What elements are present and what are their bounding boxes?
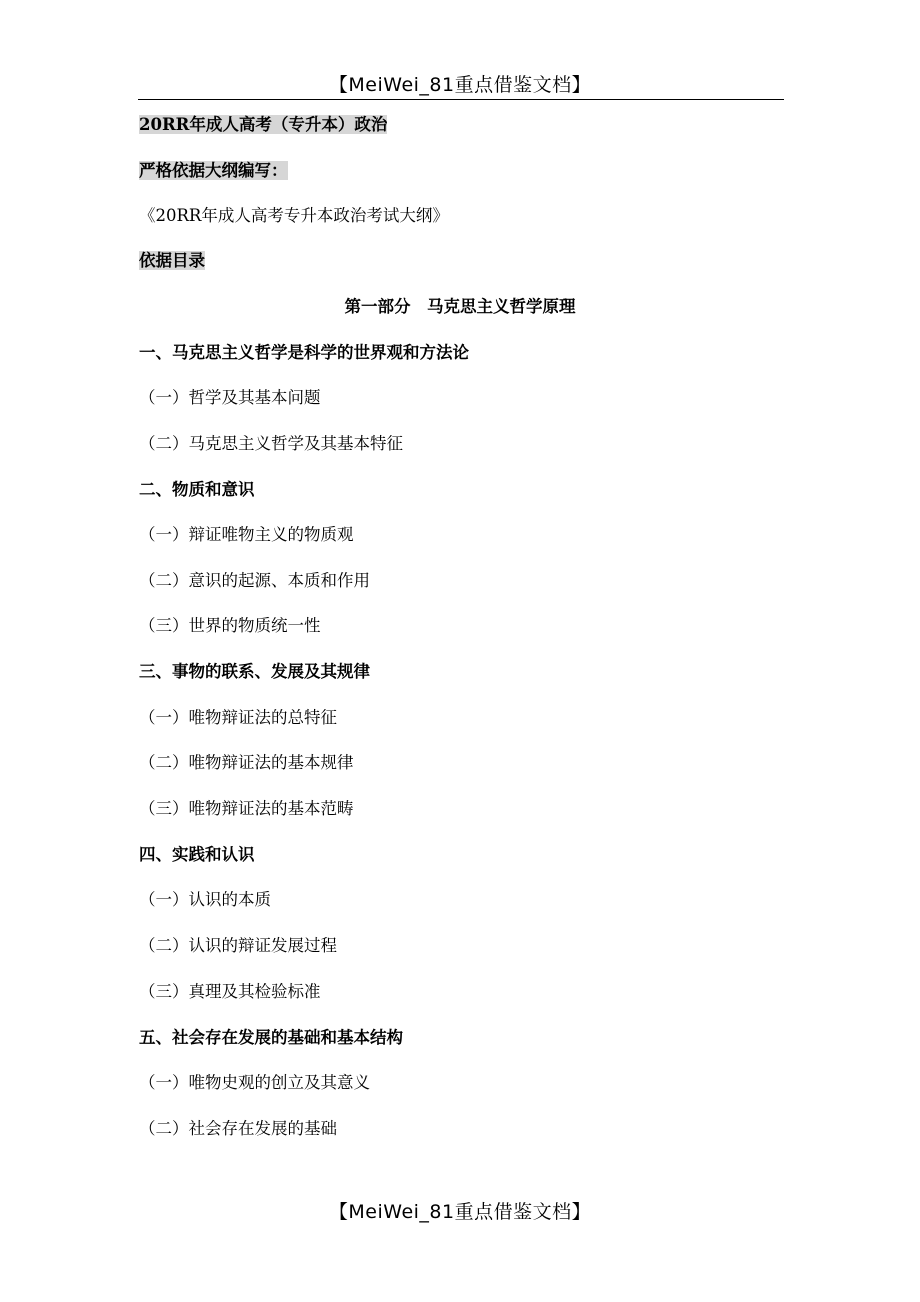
list-item: （一）认识的本质 <box>139 890 271 909</box>
page-header: 【MeiWei_81重点借鉴文档】 <box>328 74 592 96</box>
list-item: （一）哲学及其基本问题 <box>139 388 321 407</box>
section-heading: 三、事物的联系、发展及其规律 <box>139 662 370 681</box>
list-item: （二）马克思主义哲学及其基本特征 <box>139 434 403 453</box>
page-footer: 【MeiWei_81重点借鉴文档】 <box>328 1201 592 1223</box>
toc-label: 依据目录 <box>139 251 205 270</box>
section-heading: 五、社会存在发展的基础和基本结构 <box>139 1028 403 1047</box>
list-item: （三）真理及其检验标准 <box>139 982 321 1001</box>
list-item: （三）世界的物质统一性 <box>139 616 321 635</box>
basis-label: 严格依据大纲编写： <box>139 161 288 180</box>
list-item: （一）辩证唯物主义的物质观 <box>139 525 354 544</box>
list-item: （二）认识的辩证发展过程 <box>139 936 337 955</box>
list-item: （二）意识的起源、本质和作用 <box>139 571 370 590</box>
part-title: 第一部分 马克思主义哲学原理 <box>344 297 576 316</box>
list-item: （一）唯物辩证法的总特征 <box>139 708 337 727</box>
list-item: （一）唯物史观的创立及其意义 <box>139 1073 370 1092</box>
section-heading: 四、实践和认识 <box>139 845 255 864</box>
document-title: 20RR年成人高考（专升本）政治 <box>139 115 388 134</box>
header-divider <box>138 99 784 100</box>
section-heading: 二、物质和意识 <box>139 480 255 499</box>
list-item: （二）社会存在发展的基础 <box>139 1119 337 1138</box>
syllabus-title: 《20RR年成人高考专升本政治考试大纲》 <box>139 206 449 225</box>
section-heading: 一、马克思主义哲学是科学的世界观和方法论 <box>139 343 469 362</box>
list-item: （三）唯物辩证法的基本范畴 <box>139 799 354 818</box>
list-item: （二）唯物辩证法的基本规律 <box>139 753 354 772</box>
